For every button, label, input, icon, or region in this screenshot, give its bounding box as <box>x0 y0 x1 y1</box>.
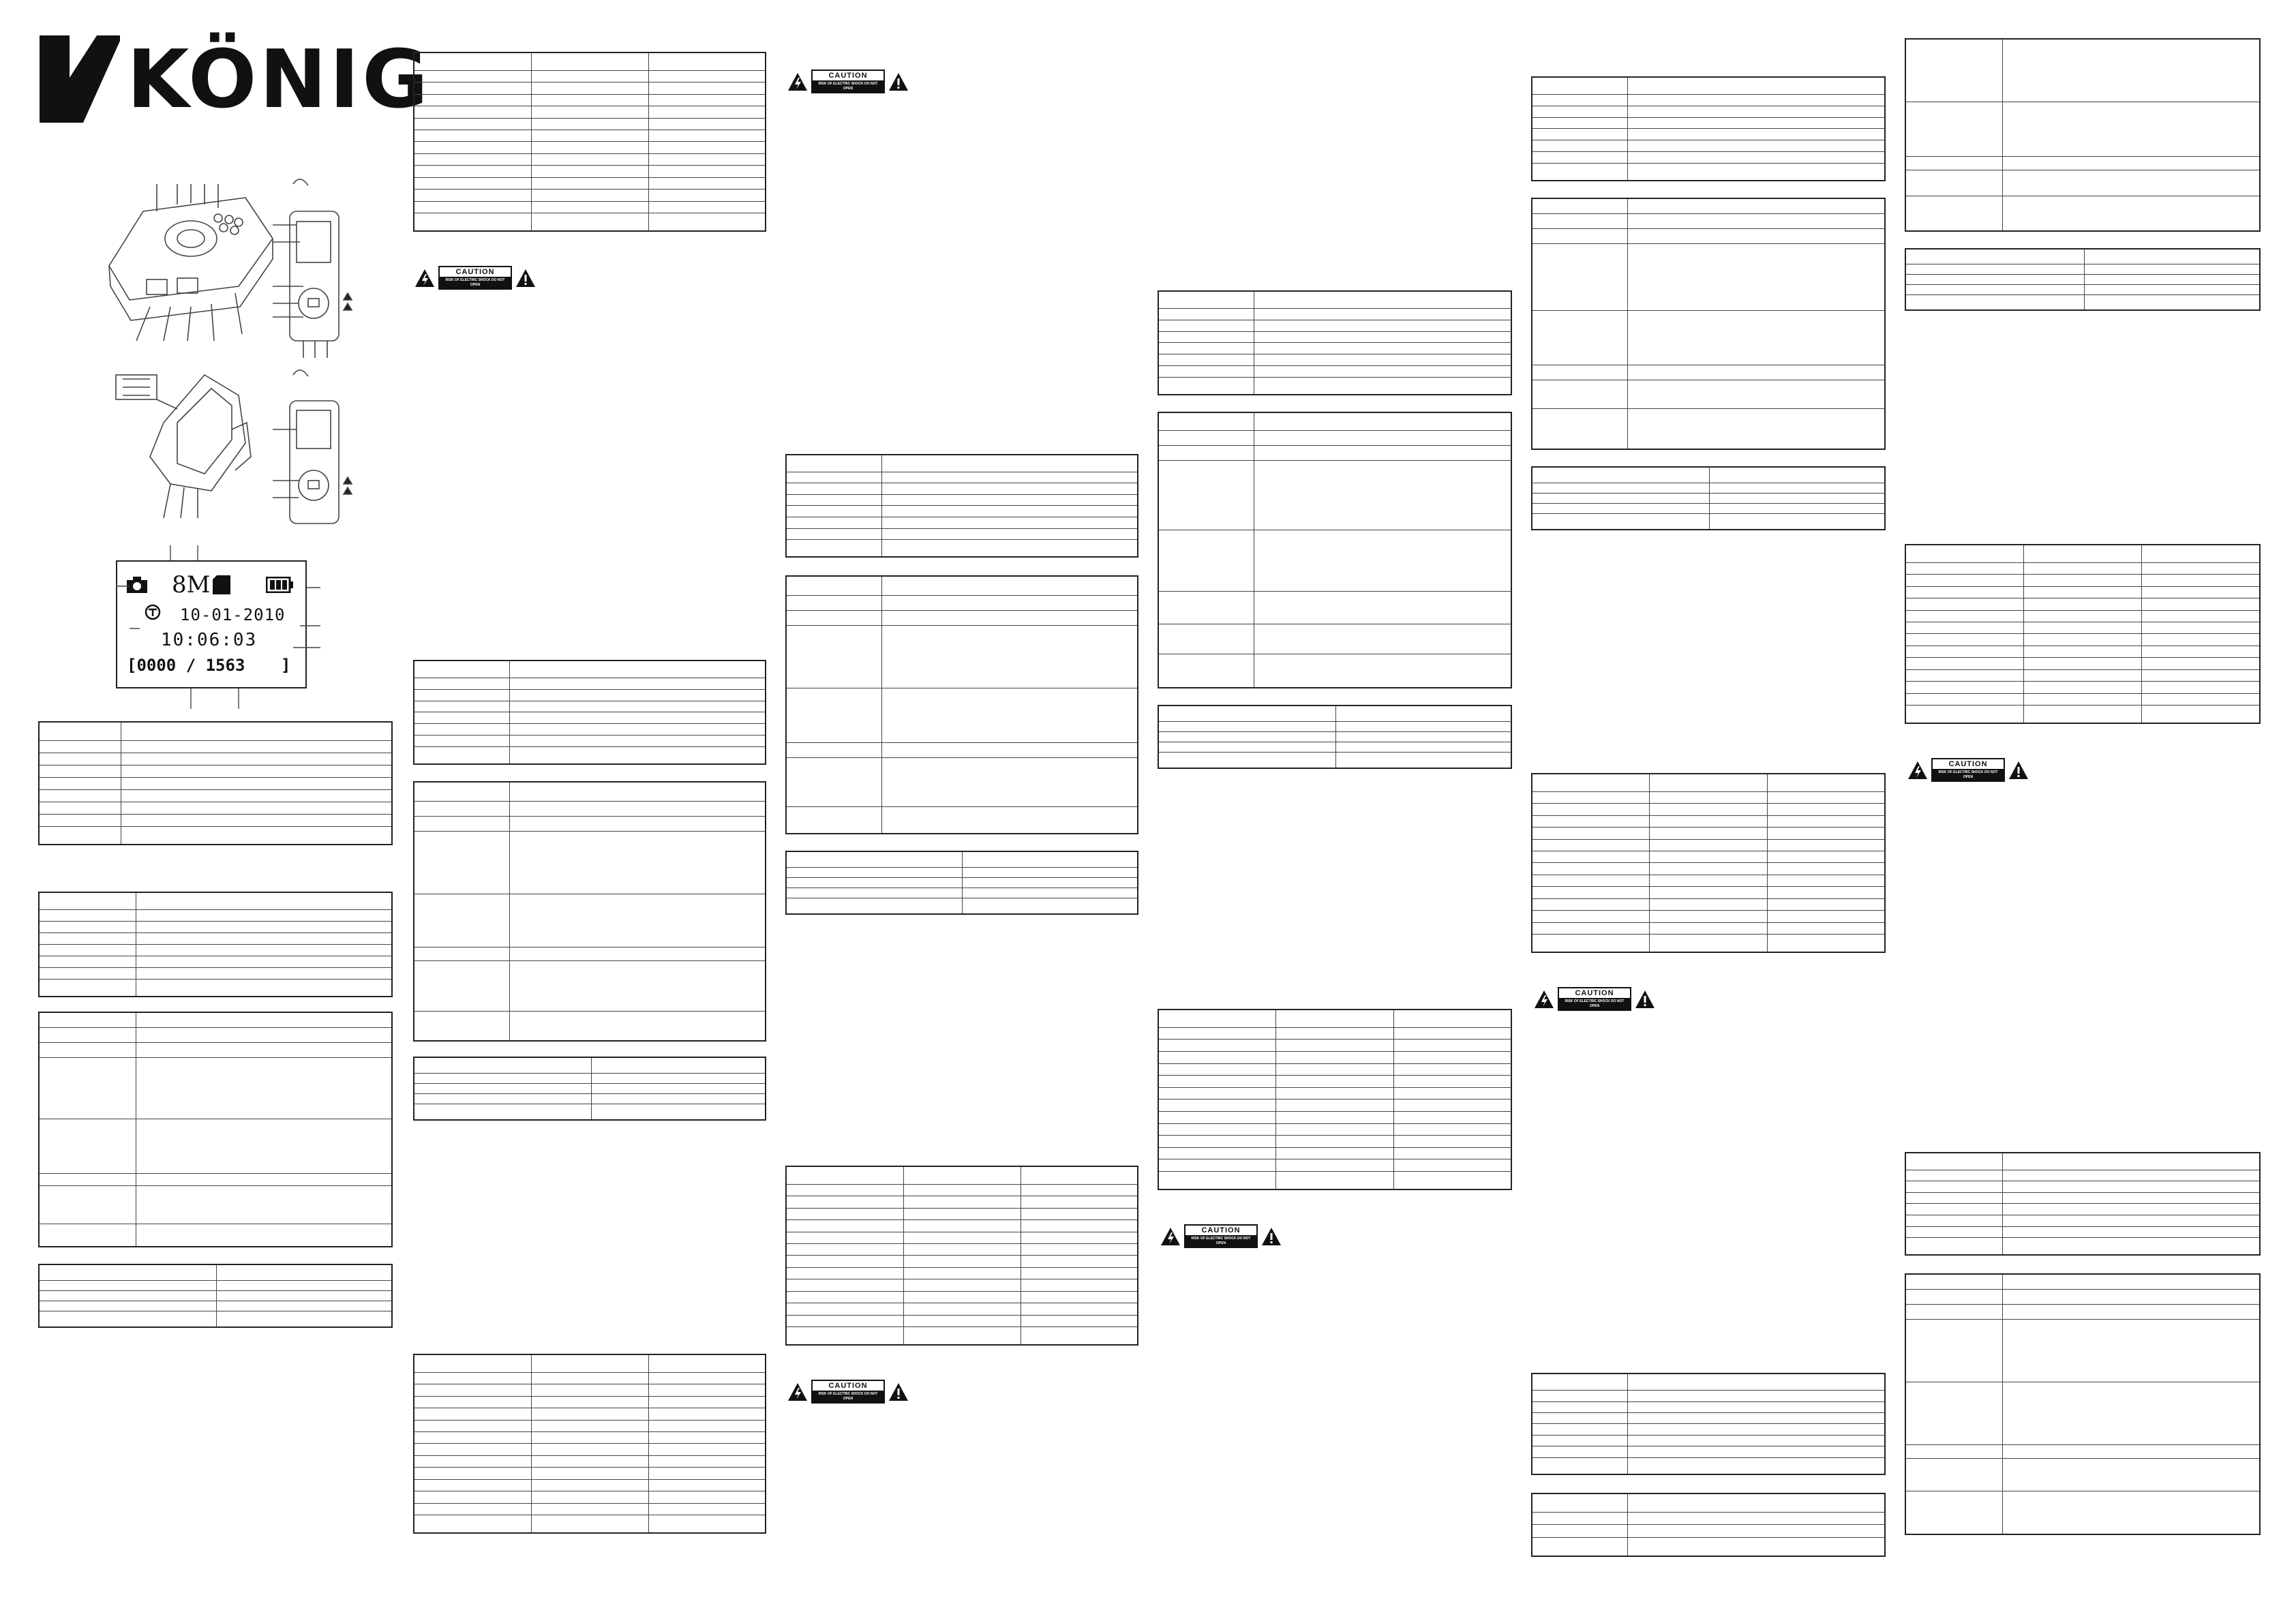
caution-box <box>1558 987 1631 1011</box>
lcd-photo-count-end: ] <box>281 656 291 675</box>
spec-table <box>38 892 393 997</box>
lcd-photo-count: [0000 / 1563 <box>127 656 245 675</box>
settings-table <box>785 575 1138 834</box>
spec-table <box>1905 544 2261 724</box>
caution-title: CAUTION <box>1185 1226 1256 1236</box>
caution-label <box>414 266 536 290</box>
spec-table <box>413 52 766 232</box>
caution-box <box>811 70 885 93</box>
caution-title: CAUTION <box>813 71 883 81</box>
spec-table <box>413 660 766 765</box>
caution-box <box>1184 1224 1258 1248</box>
caution-subtitle: RISK OF ELECTRIC SHOCK DO NOT OPEN <box>440 277 511 288</box>
konig-logo-mark-icon <box>40 35 120 123</box>
caution-label <box>1160 1224 1282 1248</box>
spec-table <box>785 454 1138 558</box>
info-table <box>1158 705 1512 769</box>
info-table <box>785 851 1138 915</box>
info-table <box>38 1264 393 1328</box>
exclamation-warning-icon <box>1261 1227 1282 1246</box>
settings-table <box>1531 198 1886 450</box>
electric-shock-warning-icon <box>1534 990 1554 1009</box>
resolution-label: 8M <box>172 571 211 598</box>
electric-shock-warning-icon <box>1160 1227 1181 1246</box>
spec-table <box>38 721 393 845</box>
caution-title: CAUTION <box>813 1381 883 1391</box>
exclamation-warning-icon <box>515 269 536 288</box>
brand-logo <box>40 32 431 126</box>
electric-shock-warning-icon <box>414 269 435 288</box>
lcd-callout-lines <box>102 545 327 709</box>
exclamation-warning-icon <box>1635 990 1655 1009</box>
electric-shock-warning-icon <box>787 1382 808 1401</box>
caution-subtitle: RISK OF ELECTRIC SHOCK DO NOT OPEN <box>1559 999 1630 1010</box>
spec-table <box>1158 290 1512 395</box>
caution-label <box>787 1380 909 1404</box>
exclamation-warning-icon <box>888 72 909 91</box>
spec-table <box>413 1354 766 1534</box>
info-table <box>1905 248 2261 311</box>
caution-box <box>811 1380 885 1404</box>
spec-table <box>1531 1373 1886 1475</box>
caution-label <box>787 70 909 93</box>
spec-table <box>1531 76 1886 181</box>
electric-shock-warning-icon <box>787 72 808 91</box>
lcd-time: 10:06:03 <box>161 630 258 650</box>
device-illustration <box>68 170 368 525</box>
caution-title: CAUTION <box>440 267 511 277</box>
caution-subtitle: RISK OF ELECTRIC SHOCK DO NOT OPEN <box>813 1391 883 1402</box>
caution-subtitle: RISK OF ELECTRIC SHOCK DO NOT OPEN <box>1933 770 2004 780</box>
exclamation-warning-icon <box>888 1382 909 1401</box>
info-table <box>1531 466 1886 530</box>
brand-name: KÖNIG <box>127 32 431 126</box>
settings-table <box>1905 38 2261 232</box>
caution-title: CAUTION <box>1559 988 1630 999</box>
caution-label <box>1534 987 1655 1011</box>
settings-table <box>1905 1273 2261 1535</box>
spec-table <box>1905 1152 2261 1256</box>
caution-title: CAUTION <box>1933 759 2004 770</box>
exclamation-warning-icon <box>2008 761 2029 780</box>
settings-table <box>413 781 766 1042</box>
caution-box <box>1931 758 2005 782</box>
settings-table <box>38 1012 393 1247</box>
info-table <box>413 1057 766 1121</box>
caution-subtitle: RISK OF ELECTRIC SHOCK DO NOT OPEN <box>1185 1236 1256 1247</box>
electric-shock-warning-icon <box>1907 761 1928 780</box>
settings-table <box>1158 412 1512 688</box>
spec-table <box>785 1166 1138 1346</box>
spec-table <box>1158 1009 1512 1190</box>
caution-label <box>1907 758 2029 782</box>
lcd-date: 10-01-2010 <box>180 605 286 624</box>
spec-table <box>1531 773 1886 953</box>
caution-subtitle: RISK OF ELECTRIC SHOCK DO NOT OPEN <box>813 81 883 92</box>
info-table <box>1531 1493 1886 1557</box>
caution-box <box>438 266 512 290</box>
